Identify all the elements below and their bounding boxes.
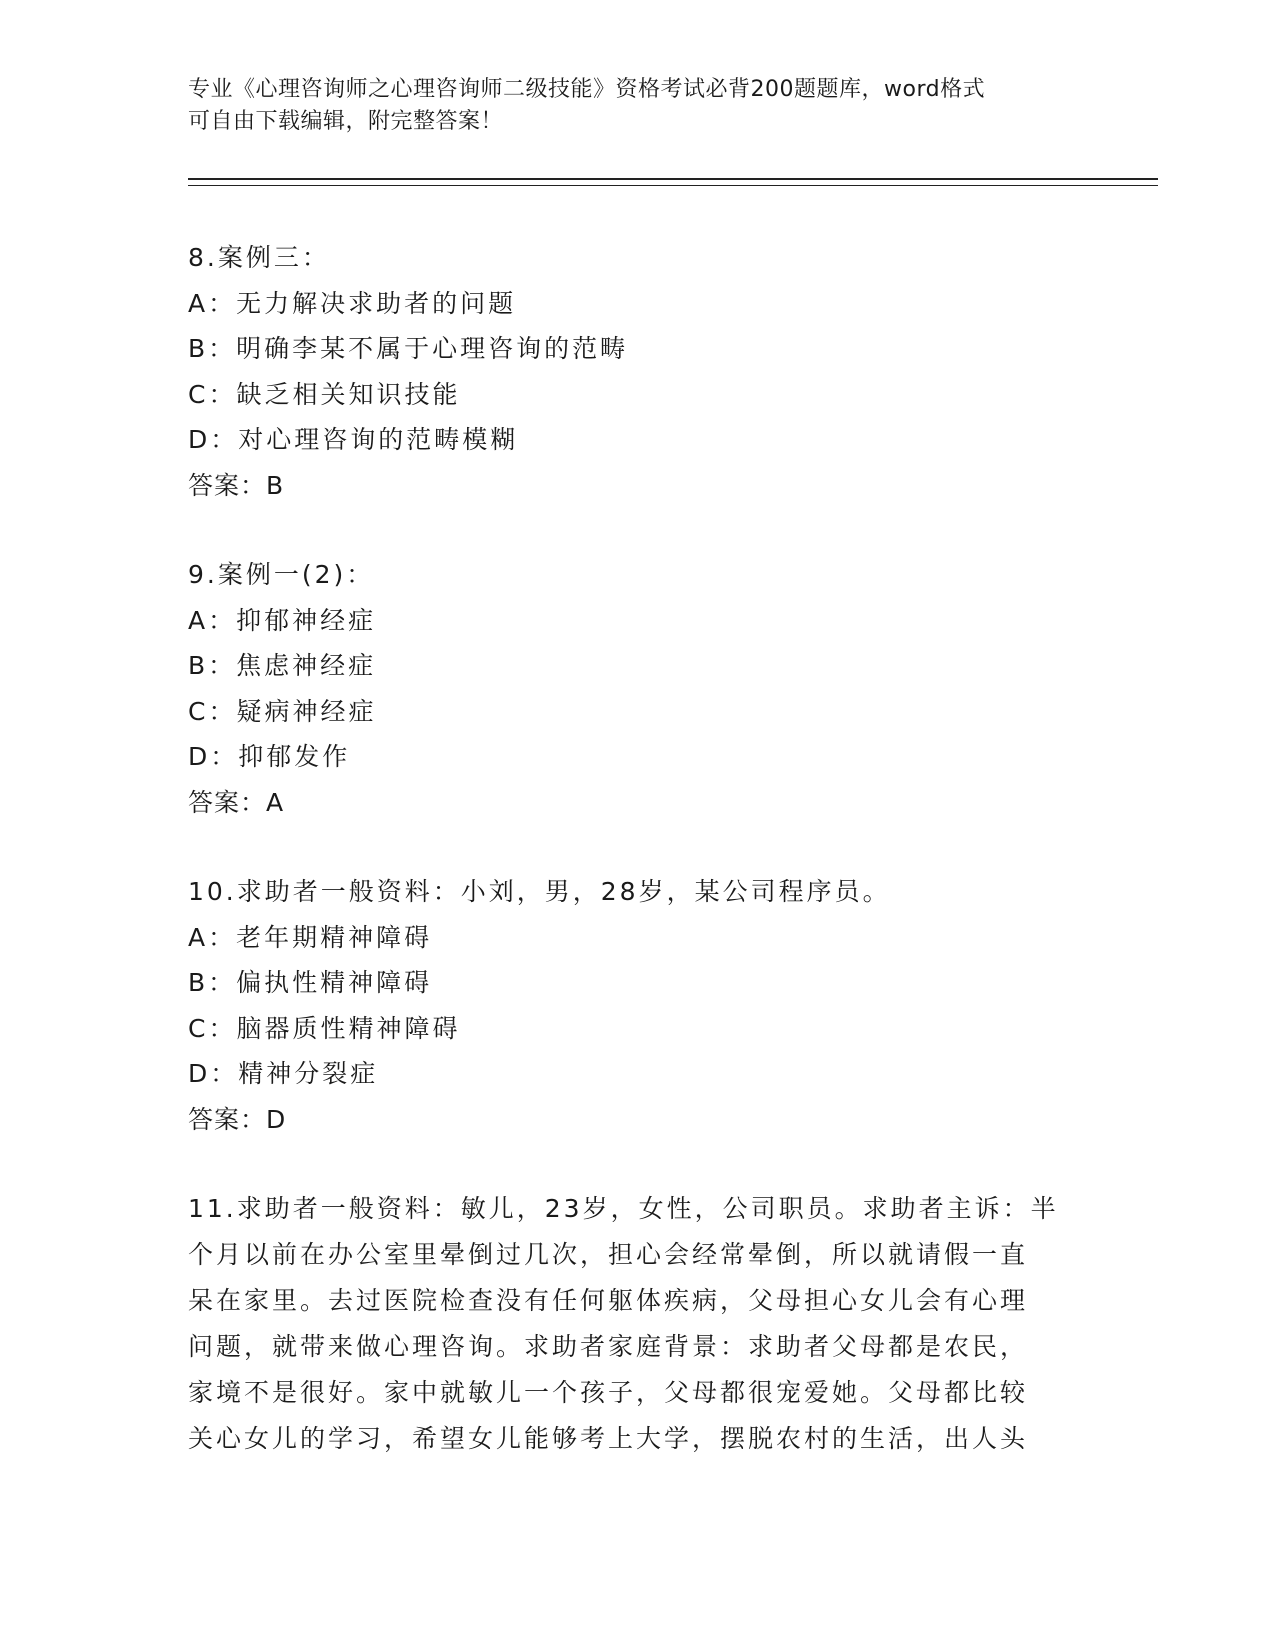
question-11-line: 11.求助者一般资料：敏儿，23岁，女性，公司职员。求助者主诉：半 (188, 1194, 1059, 1223)
option-c: C：疑病神经症 (188, 696, 377, 726)
answer: 答案：B (188, 470, 285, 500)
question-8 (188, 235, 1088, 508)
question-10 (188, 869, 1088, 1142)
question-11-line: 家境不是很好。家中就敏儿一个孩子，父母都很宠爱她。父母都比较 (188, 1378, 1029, 1407)
question-11 (188, 1186, 1088, 1462)
option-d: D：对心理咨询的范畴模糊 (188, 425, 519, 454)
question-stem: 10.求助者一般资料：小刘，男，28岁，某公司程序员。 (188, 877, 891, 906)
option-d: D：抑郁发作 (188, 742, 351, 771)
question-11-line: 呆在家里。去过医院检查没有任何躯体疾病，父母担心女儿会有心理 (188, 1286, 1029, 1315)
option-a: A：抑郁神经症 (188, 605, 377, 635)
option-b: B：偏执性精神障碍 (188, 968, 433, 997)
option-b: B：焦虑神经症 (188, 651, 377, 680)
header-divider (188, 178, 1158, 186)
option-c: C：缺乏相关知识技能 (188, 379, 461, 409)
page-header (188, 74, 1088, 138)
question-11-line: 个月以前在办公室里晕倒过几次，担心会经常晕倒，所以就请假一直 (188, 1240, 1029, 1269)
header-title-line-1: 专业《心理咨询师之心理咨询师二级技能》资格考试必背200题题库，word格式 (188, 77, 986, 102)
question-11-line: 关心女儿的学习，希望女儿能够考上大学，摆脱农村的生活，出人头 (188, 1424, 1029, 1453)
question-9 (188, 552, 1088, 825)
option-a: A：老年期精神障碍 (188, 922, 433, 952)
option-c: C：脑器质性精神障碍 (188, 1013, 461, 1043)
header-title-line-2: 可自由下载编辑，附完整答案！ (188, 109, 504, 134)
answer: 答案：D (188, 1104, 287, 1134)
answer: 答案：A (188, 787, 285, 817)
question-stem: 8.案例三： (188, 243, 330, 272)
option-d: D：精神分裂症 (188, 1059, 379, 1088)
question-11-line: 问题，就带来做心理咨询。求助者家庭背景：求助者父母都是农民， (188, 1332, 1029, 1361)
question-stem: 9.案例一(2)： (188, 560, 375, 589)
option-a: A：无力解决求助者的问题 (188, 288, 517, 318)
question-list (188, 235, 1088, 1506)
option-b: B：明确李某不属于心理咨询的范畴 (188, 334, 629, 363)
